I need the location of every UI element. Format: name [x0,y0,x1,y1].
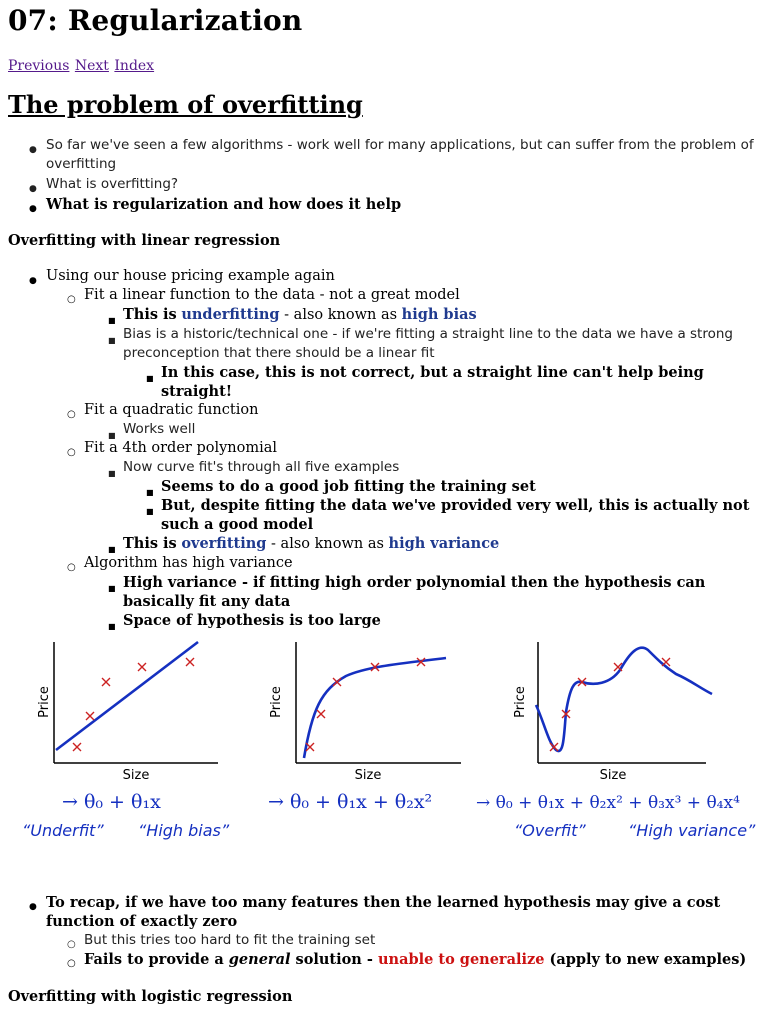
general-term: general [228,951,291,968]
linreg-item-algo-high-var: ○ Algorithm has high variance [8,554,760,573]
plot3-formula: → θ₀ + θ₁x + θ₂x² + θ₃x³ + θ₄x⁴ [476,793,740,813]
plot1-point-5 [186,658,194,666]
plot2-formula: → θ₀ + θ₁x + θ₂x² [268,791,433,813]
linreg-item-works-well: ■ Works well [8,420,760,439]
nav-links [8,58,155,74]
plot1-point-2 [86,712,94,720]
plot1-point-3 [102,678,110,686]
plot1-ylabel: Price [37,686,52,718]
fails-text-a: Fails to provide a [84,951,224,968]
plot3-ylabel: Price [513,686,528,718]
overfitting-figure [16,630,768,860]
plot2-fit-curve [304,658,446,758]
intro-item-regularization: ● What is regularization and how does it help [8,195,760,214]
plot1-points [73,658,194,751]
recap-item-tries-hard: ○ But this tries too hard to fit the training set [8,931,760,950]
linreg-item-underfitting [8,305,760,325]
linreg-list [8,267,760,630]
house-example-text: Using our house pricing example again [46,268,335,284]
plot2-point-3 [333,678,341,686]
linreg-item-bias-note2: ■ In this case, this is not correct, but a straight line can't help being straight! [8,363,760,401]
unable-to-generalize-term: unable to generalize [377,951,545,968]
linreg-heading: Overfitting with linear regression [8,232,281,249]
nav-index-link[interactable]: Index [114,58,155,74]
recap-item-main: ● To recap, if we have too many features then the learned hypothesis may give a cost function of exactly zero [8,893,760,931]
plot-justright [268,642,461,813]
plot1-fit-line [56,642,198,750]
also-known-as-text: - also known as [284,307,398,323]
fails-text-b: solution - [295,951,373,968]
linreg-item-high-var-desc: ■ High variance - if fitting high order polynomial then the hypothesis can basically fit any data [8,573,760,611]
section-title: The problem of overfitting [8,90,363,119]
plot2-ylabel: Price [269,686,284,718]
linreg-item-curve-fits: ■ Now curve fit's through all five examples [8,458,760,477]
linreg-item-house [8,267,760,286]
page-title: 07: Regularization [8,4,303,37]
plot3-fit-curve [536,648,712,751]
linreg-item-poly4: ○ Fit a 4th order polynomial [8,439,760,458]
linreg-item-overfitting [8,534,760,554]
plot3-point-5 [662,658,670,666]
this-is-text: This is [123,306,177,323]
logreg-heading: Overfitting with logistic regression [8,988,293,1005]
linreg-item-good-job: ■ Seems to do a good job fitting the training set [8,477,760,496]
linreg-item-bias-note: ■ Bias is a historic/technical one - if we're fitting a straight line to the data we have a strong preconception that there should be a linear fit [8,325,760,363]
linreg-item-linear: ○ Fit a linear function to the data - not a great model [8,286,760,305]
plot3-caption-high-variance: “High variance” [628,821,756,840]
linreg-item-quadratic: ○ Fit a quadratic function [8,401,760,420]
intro-item-what-is: ● What is overfitting? [8,175,760,194]
plot2-point-2 [317,710,325,718]
plot1-caption-high-bias: “High bias” [138,821,230,840]
nav-next-link[interactable]: Next [74,58,109,74]
intro-item-algorithms: ● So far we've seen a few algorithms - work well for many applications, but can suffer from the problem of overfitting [8,136,760,174]
plot3-point-1 [550,743,558,751]
this-is-text-2: This is [123,535,177,552]
plot3-caption-overfit: “Overfit” [514,821,586,840]
plot2-xlabel: Size [354,768,382,783]
plot2-points [306,658,425,751]
recap-list [8,893,760,969]
plot1-caption-underfit: “Underfit” [22,821,104,840]
plot1-xlabel: Size [122,768,150,783]
plot3-xlabel: Size [599,768,627,783]
fails-text-c: (apply to new examples) [549,951,747,968]
plot-overfit [476,642,756,840]
underfitting-term: underfitting [181,306,280,323]
overfitting-figure-svg [16,630,768,860]
plot-underfit [22,642,230,840]
also-known-as-text-2: - also known as [271,536,384,552]
plot1-point-4 [138,663,146,671]
linreg-item-despite: ■ But, despite fitting the data we've provided very well, this is actually not such a good model [8,496,760,534]
nav-previous-link[interactable]: Previous [8,58,70,74]
overfitting-term: overfitting [181,535,267,552]
high-variance-term: high variance [388,535,500,552]
recap-item-fails [8,950,760,969]
intro-list [8,136,760,214]
plot1-formula: → θ₀ + θ₁x [62,791,161,813]
plot1-point-1 [73,743,81,751]
linreg-item-space-large: ■ Space of hypothesis is too large [8,611,760,630]
high-bias-term: high bias [401,306,477,323]
